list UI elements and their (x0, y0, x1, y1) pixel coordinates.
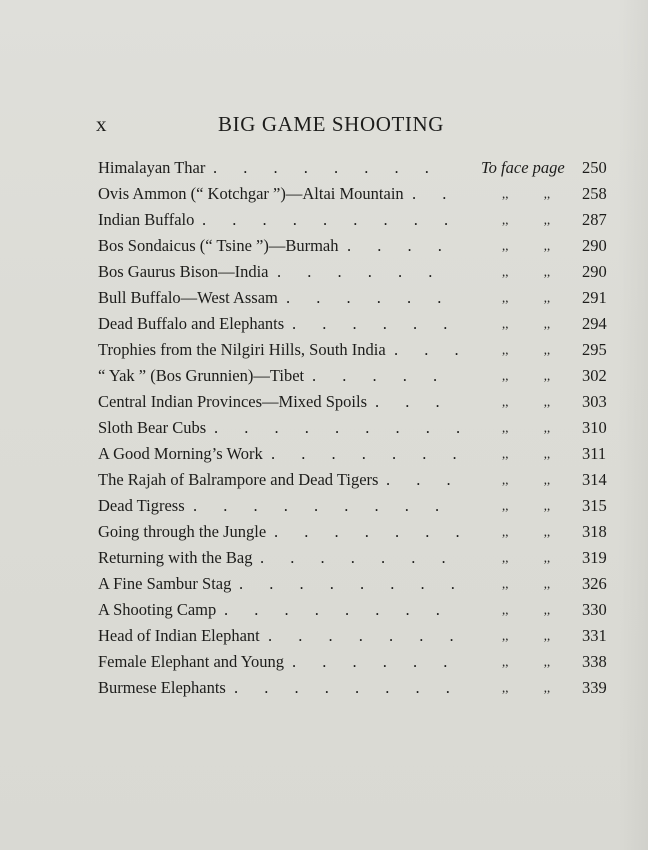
page-header (0, 112, 648, 142)
dot-leader: . . . . . . . . (239, 574, 455, 593)
illustration-row (98, 597, 628, 623)
page-number: 303 (582, 392, 607, 411)
illustration-title: Dead Buffalo and Elephants (98, 314, 285, 333)
page-number: 287 (582, 210, 607, 229)
illustration-row (98, 207, 628, 233)
illustration-row (98, 155, 628, 181)
illustration-title: Female Elephant and Young (98, 652, 285, 671)
illustration-title: Trophies from the Nilgiri Hills, South India (98, 340, 386, 359)
illustration-title: Bos Gaurus Bison—India (98, 262, 269, 281)
ditto-marks: ,, ,, (502, 212, 551, 227)
illustration-row (98, 545, 628, 571)
illustration-title: Ovis Ammon (“ Kotchgar ”)—Altai Mountain (98, 184, 404, 203)
illustration-title: Going through the Jungle (98, 522, 267, 541)
illustration-row (98, 415, 628, 441)
page-number: 311 (582, 444, 607, 463)
illustration-title: Burmese Elephants (98, 678, 226, 697)
dot-leader: . . . . (347, 236, 442, 255)
page-number: 258 (582, 184, 607, 203)
ditto-marks: ,, ,, (502, 264, 551, 279)
illustration-row (98, 571, 628, 597)
ditto-marks: ,, ,, (502, 446, 551, 461)
ditto-marks: ,, ,, (502, 654, 551, 669)
page-number: 291 (582, 288, 607, 307)
illustration-row (98, 675, 628, 701)
illustration-title: A Shooting Camp (98, 600, 217, 619)
page-number: 331 (582, 626, 607, 645)
illustration-row (98, 233, 628, 259)
dot-leader: . . . . . (312, 366, 438, 385)
illustration-title: Bos Sondaicus (“ Tsine ”)—Burmah (98, 236, 339, 255)
dot-leader: . . . . . . . . . (193, 496, 440, 515)
page-number: 294 (582, 314, 607, 333)
to-face-page-label: To face page (481, 158, 565, 177)
ditto-marks: ,, ,, (502, 472, 551, 487)
dot-leader: . . . (386, 470, 451, 489)
illustration-title: Bull Buffalo—West Assam (98, 288, 278, 307)
ditto-marks: ,, ,, (502, 498, 551, 513)
dot-leader: . . . . . . (292, 314, 448, 333)
ditto-marks: ,, ,, (502, 550, 551, 565)
ditto-marks: ,, ,, (502, 680, 551, 695)
illustration-title: A Fine Sambur Stag (98, 574, 232, 593)
illustration-row (98, 493, 628, 519)
page-number: 295 (582, 340, 607, 359)
list-of-illustrations (98, 155, 628, 701)
illustration-row (98, 311, 628, 337)
dot-leader: . . . (394, 340, 459, 359)
running-title: BIG GAME SHOOTING (218, 112, 445, 136)
ditto-marks: ,, ,, (502, 524, 551, 539)
page-number: 318 (582, 522, 607, 541)
ditto-marks: ,, ,, (502, 342, 551, 357)
page-number: 314 (582, 470, 607, 489)
illustration-title: Sloth Bear Cubs (98, 418, 207, 437)
page-number: 330 (582, 600, 607, 619)
dot-leader: . . . . . . . . (234, 678, 450, 697)
page-number: 290 (582, 262, 607, 281)
illustration-title: Central Indian Provinces—Mixed Spoils (98, 392, 368, 411)
illustration-title: The Rajah of Balrampore and Dead Tigers (98, 470, 379, 489)
illustration-title: Returning with the Bag (98, 548, 253, 567)
illustration-row (98, 389, 628, 415)
illustration-title: “ Yak ” (Bos Grunnien)—Tibet (98, 366, 305, 385)
page-folio: x (96, 112, 108, 136)
dot-leader: . . . . . . (277, 262, 433, 281)
illustration-title: A Good Morning’s Work (98, 444, 263, 463)
ditto-marks: ,, ,, (502, 368, 551, 383)
illustration-row (98, 467, 628, 493)
page-number: 315 (582, 496, 607, 515)
ditto-marks: ,, ,, (502, 394, 551, 409)
illustration-row (98, 519, 628, 545)
illustration-row (98, 363, 628, 389)
ditto-marks: ,, ,, (502, 238, 551, 253)
illustration-row (98, 181, 628, 207)
page-number: 326 (582, 574, 607, 593)
page-number: 319 (582, 548, 607, 567)
illustration-row (98, 259, 628, 285)
ditto-marks: ,, ,, (502, 420, 551, 435)
ditto-marks: ,, ,, (502, 602, 551, 617)
ditto-marks: ,, ,, (502, 576, 551, 591)
dot-leader: . . . . . . . (271, 444, 457, 463)
dot-leader: . . . . . . . . (213, 158, 429, 177)
illustration-row (98, 623, 628, 649)
dot-leader: . . . . . . . . . (214, 418, 461, 437)
page-number: 250 (582, 158, 607, 177)
illustration-title: Dead Tigress (98, 496, 185, 515)
illustration-title: Indian Buffalo (98, 210, 195, 229)
dot-leader: . . . . . . (286, 288, 442, 307)
illustration-row (98, 649, 628, 675)
dot-leader: . . . . . . . (274, 522, 460, 541)
ditto-marks: ,, ,, (502, 290, 551, 305)
page-number: 339 (582, 678, 607, 697)
dot-leader: . . . . . . (292, 652, 448, 671)
dot-leader: . . . . . . . . (224, 600, 440, 619)
illustration-title: Head of Indian Elephant (98, 626, 260, 645)
page-number: 290 (582, 236, 607, 255)
dot-leader: . . . . . . . (268, 626, 454, 645)
illustration-row (98, 337, 628, 363)
illustration-row (98, 285, 628, 311)
page-number: 310 (582, 418, 607, 437)
ditto-marks: ,, ,, (502, 628, 551, 643)
dot-leader: . . . . . . . . . (202, 210, 449, 229)
dot-leader: . . (412, 184, 447, 203)
illustration-row (98, 441, 628, 467)
ditto-marks: ,, ,, (502, 186, 551, 201)
dot-leader: . . . (375, 392, 440, 411)
page-number: 338 (582, 652, 607, 671)
page-edge-shadow (618, 0, 648, 850)
ditto-marks: ,, ,, (502, 316, 551, 331)
dot-leader: . . . . . . . (260, 548, 446, 567)
page-number: 302 (582, 366, 607, 385)
illustration-title: Himalayan Thar (98, 158, 206, 177)
